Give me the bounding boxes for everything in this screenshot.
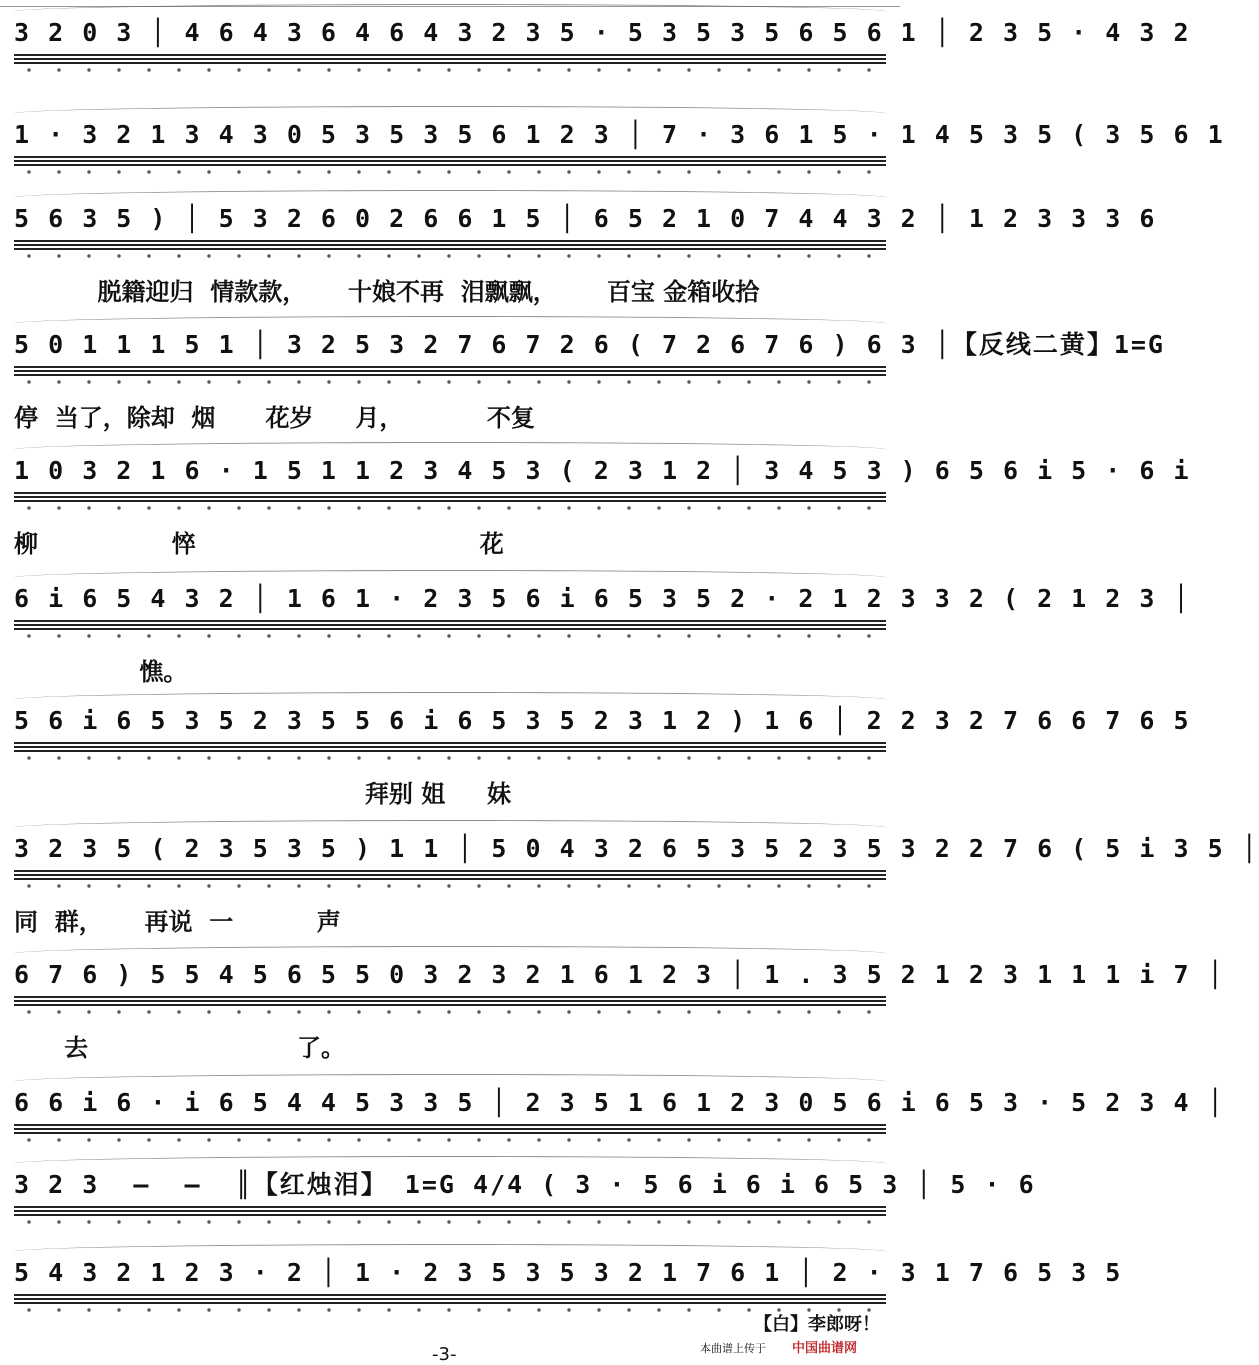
duration-underline [14, 1000, 886, 1002]
octave-dots [14, 252, 886, 260]
source-logo: 中国曲谱网 [792, 1341, 858, 1356]
duration-underline [14, 746, 886, 748]
duration-underline [14, 1124, 886, 1126]
octave-dots [14, 1218, 886, 1226]
duration-underline [14, 1214, 886, 1216]
lyrics-text: 拜别 姐 妹 [14, 780, 512, 808]
notation-text: 5 6 i 6 5 3 5 2 3 5 5 6 i 6 5 3 5 2 3 1 2 ) 1 6 │ 2 2 3 2 7 6 6 7 6 5 [14, 706, 1191, 735]
duration-underline [14, 370, 886, 372]
duration-underline [14, 160, 886, 162]
page-number: -3- [432, 1344, 457, 1365]
notation-text: 6 i 6 5 4 3 2 │ 1 6 1 · 2 3 5 6 i 6 5 3 5 2 · 2 1 2 3 3 2 ( 2 1 2 3 │ [14, 584, 1191, 613]
duration-underline [14, 374, 886, 376]
duration-underline [14, 366, 886, 368]
notation-text: 5 4 3 2 1 2 3 · 2 │ 1 · 2 3 5 3 5 3 2 1 7 6 1 │ 2 · 3 1 7 6 5 3 5 [14, 1258, 1123, 1287]
duration-underline [14, 1128, 886, 1130]
duration-underline [14, 878, 886, 880]
duration-underline [14, 58, 886, 60]
duration-underline [14, 54, 886, 56]
notation-text: 3 2 3 5 ( 2 3 5 3 5 ) 1 1 │ 5 0 4 3 2 6 5 3 5 2 3 5 3 2 2 7 6 ( 5 i 3 5 │ [14, 834, 1259, 863]
octave-dots [14, 378, 886, 386]
lyrics-text: 同 群， 再说 一 声 [14, 908, 341, 936]
lyrics-text: 憔。 [14, 658, 188, 686]
duration-underline [14, 624, 886, 626]
duration-underline [14, 156, 886, 158]
octave-dots [14, 1136, 886, 1144]
lyrics-text: 柳 悴 花 [14, 530, 504, 558]
lyrics-text: 停 当了，除却 烟 花岁 月， 不复 [14, 404, 535, 432]
duration-underline [14, 628, 886, 630]
duration-underline [14, 750, 886, 752]
duration-underline [14, 620, 886, 622]
duration-underline [14, 248, 886, 250]
octave-dots [14, 632, 886, 640]
duration-underline [14, 742, 886, 744]
duration-underline [14, 996, 886, 998]
notation-text: 1 0 3 2 1 6 · 1 5 1 1 2 3 4 5 3 ( 2 3 1 2 │ 3 4 5 3 ) 6 5 6 i 5 · 6 i [14, 456, 1191, 485]
duration-underline [14, 496, 886, 498]
octave-dots [14, 1008, 886, 1016]
duration-underline [14, 240, 886, 242]
duration-underline [14, 874, 886, 876]
duration-underline [14, 500, 886, 502]
duration-underline [14, 1302, 886, 1304]
octave-dots [14, 504, 886, 512]
notation-text: 6 6 i 6 · i 6 5 4 4 5 3 3 5 │ 2 3 5 1 6 1 2 3 0 5 6 i 6 5 3 · 5 2 3 4 │ [14, 1088, 1225, 1117]
notation-text: 6 7 6 ) 5 5 4 5 6 5 5 0 3 2 3 2 1 6 1 2 3 │ 1 . 3 5 2 1 2 3 1 1 1 i 7 │ [14, 960, 1225, 989]
duration-underline [14, 492, 886, 494]
duration-underline [14, 870, 886, 872]
duration-underline [14, 164, 886, 166]
lyrics-text: 脱籍迎归 情款款， 十娘不再 泪飘飘， 百宝 金箱收拾 [14, 278, 760, 306]
duration-underline [14, 1210, 886, 1212]
lyrics-text: 去 了。 [14, 1034, 346, 1062]
duration-underline [14, 62, 886, 64]
octave-dots [14, 882, 886, 890]
octave-dots [14, 168, 886, 176]
octave-dots [14, 66, 886, 74]
notation-text: 3 2 0 3 │ 4 6 4 3 6 4 6 4 3 2 3 5 · 5 3 5 3 5 6 5 6 1 │ 2 3 5 · 4 3 2 [14, 18, 1191, 47]
notation-text: 1 · 3 2 1 3 4 3 0 5 3 5 3 5 6 1 2 3 │ 7 · 3 6 1 5 · 1 4 5 3 5 ( 3 5 6 1 [14, 120, 1225, 149]
duration-underline [14, 244, 886, 246]
notation-text: 3 2 3 — — ║【红烛泪】 1=G 4/4 ( 3 · 5 6 i 6 i 6 5 3 │ 5 · 6 [14, 1170, 1036, 1199]
notation-text: 5 6 3 5 ) │ 5 3 2 6 0 2 6 6 1 5 │ 6 5 2 1 0 7 4 4 3 2 │ 1 2 3 3 3 6 [14, 204, 1157, 233]
source-note: 本曲谱上传于 [700, 1342, 766, 1355]
notation-text: 5 0 1 1 1 5 1 │ 3 2 5 3 2 7 6 7 2 6 ( 7 2 6 7 6 ) 6 3 │【反线二黄】1=G [14, 330, 1165, 359]
duration-underline [14, 1206, 886, 1208]
duration-underline [14, 1004, 886, 1006]
octave-dots [14, 754, 886, 762]
spoken-cue: 【白】李郎呀！ [754, 1314, 880, 1335]
duration-underline [14, 1132, 886, 1134]
duration-underline [14, 1298, 886, 1300]
duration-underline [14, 1294, 886, 1296]
